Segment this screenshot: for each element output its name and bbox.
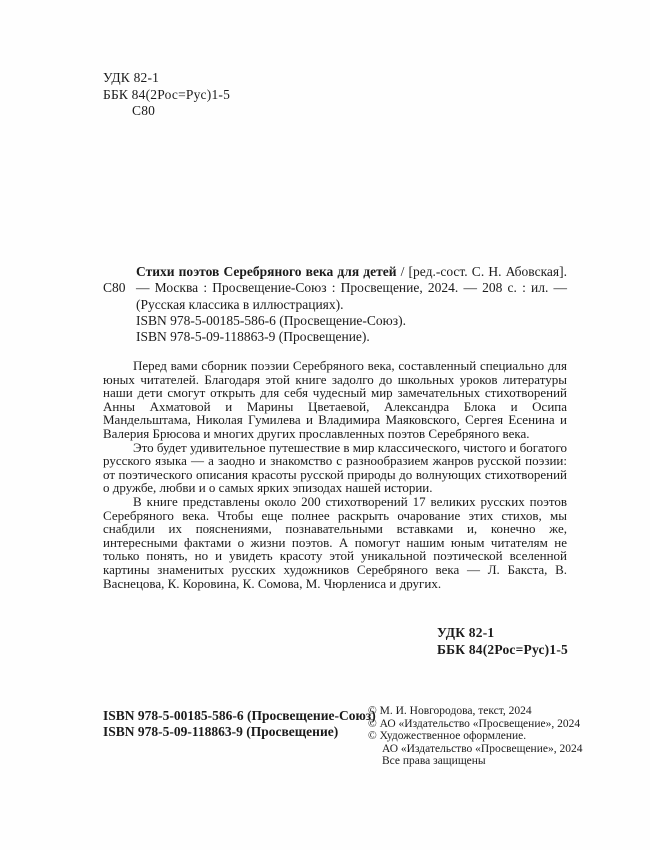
imprint-isbn-line-union: ISBN 978-5-00185-586-6 (Просвещение-Союз) <box>103 708 376 723</box>
bibliographic-entry-block <box>103 264 567 345</box>
top-classification-block <box>103 70 230 120</box>
annotation-paragraph-3: В книге представлены около 200 стихотворений 17 великих русских поэтов Серебряного века. Чтобы еще полнее раскрыть очарование этих стихов, мы снабдили их пояснениями, познавательными вставками и, конечно же, интересными фактами о жизни поэтов. А помогут нашим юным читателям не только понять, но и увидеть красоту этой уникальной поэтической вселенной картины знаменитых русских художников Серебряного века — Л. Бакста, В. Васнецова, К. Коровина, К. Сомова, М. Чюрлениса и других. <box>103 493 567 591</box>
imprint-isbn-line-prosveshchenie: ISBN 978-5-09-118863-9 (Просвещение) <box>103 724 339 739</box>
top-udk-line: УДК 82-1 <box>103 70 160 85</box>
isbn-line-union: ISBN 978-5-00185-586-6 (Просвещение-Союз). <box>136 312 406 328</box>
copyright-line-design: © Художественное оформление. <box>368 730 527 743</box>
bibliographic-description: / [ред.-сост. С. Н. Абовская]. — Москва : Просвещение-Союз : Просвещение, 2024. — 208 с. : ил. — (Русская классика в иллюстрациях). <box>136 264 567 312</box>
bottom-classification-block <box>437 625 568 658</box>
imprint-copyright-block <box>368 705 582 768</box>
bottom-bbk-line: ББК 84(2Рос=Рус)1-5 <box>437 641 568 657</box>
annotation-paragraph-2: Это будет удивительное путешествие в мир классического, чистого и богатого русского языка — а заодно и знакомство с разнообразием жанров русской поэзии: от поэтического описания красоты русской природы до волнующих стихотворений о дружбе, любви и о самых ярких эпизодах нашей истории. <box>103 439 567 496</box>
annotation-paragraph-1: Перед вами сборник поэзии Серебряного века, составленный специально для юных читателей. Благодаря этой книге задолго до школьных уроков литературы наши дети смогут открыть для себя чудесный мир замечательных стихотворений Анны Ахматовой и Марины Цветаевой, Александра Блока и Осипа Мандельштама, Николая Гумилева и Владимира Маяковского, Сергея Есенина и Валерия Брюсова и многих других прославленных поэтов Серебряного века. <box>103 358 567 441</box>
copyright-line-rights-reserved: Все права защищены <box>382 755 486 768</box>
imprint-isbn-block <box>103 708 376 740</box>
top-bbk-line: ББК 84(2Рос=Рус)1-5 <box>103 86 231 102</box>
copyright-line-author: © М. И. Новгородова, текст, 2024 <box>368 705 532 717</box>
bottom-udk-line: УДК 82-1 <box>437 625 495 640</box>
top-author-sign: С80 <box>132 103 156 118</box>
author-sign-margin: С80 <box>103 280 126 296</box>
book-title: Стихи поэтов Серебряного века для детей <box>136 264 397 279</box>
copyright-line-publisher: © АО «Издательство «Просвещение», 2024 <box>368 717 581 730</box>
copyright-line-design-publisher: АО «Издательство «Просвещение», 2024 <box>382 742 583 755</box>
annotation-block <box>103 359 567 590</box>
isbn-line-prosveshchenie: ISBN 978-5-09-118863-9 (Просвещение). <box>136 329 370 345</box>
bibliographic-entry <box>136 264 567 313</box>
